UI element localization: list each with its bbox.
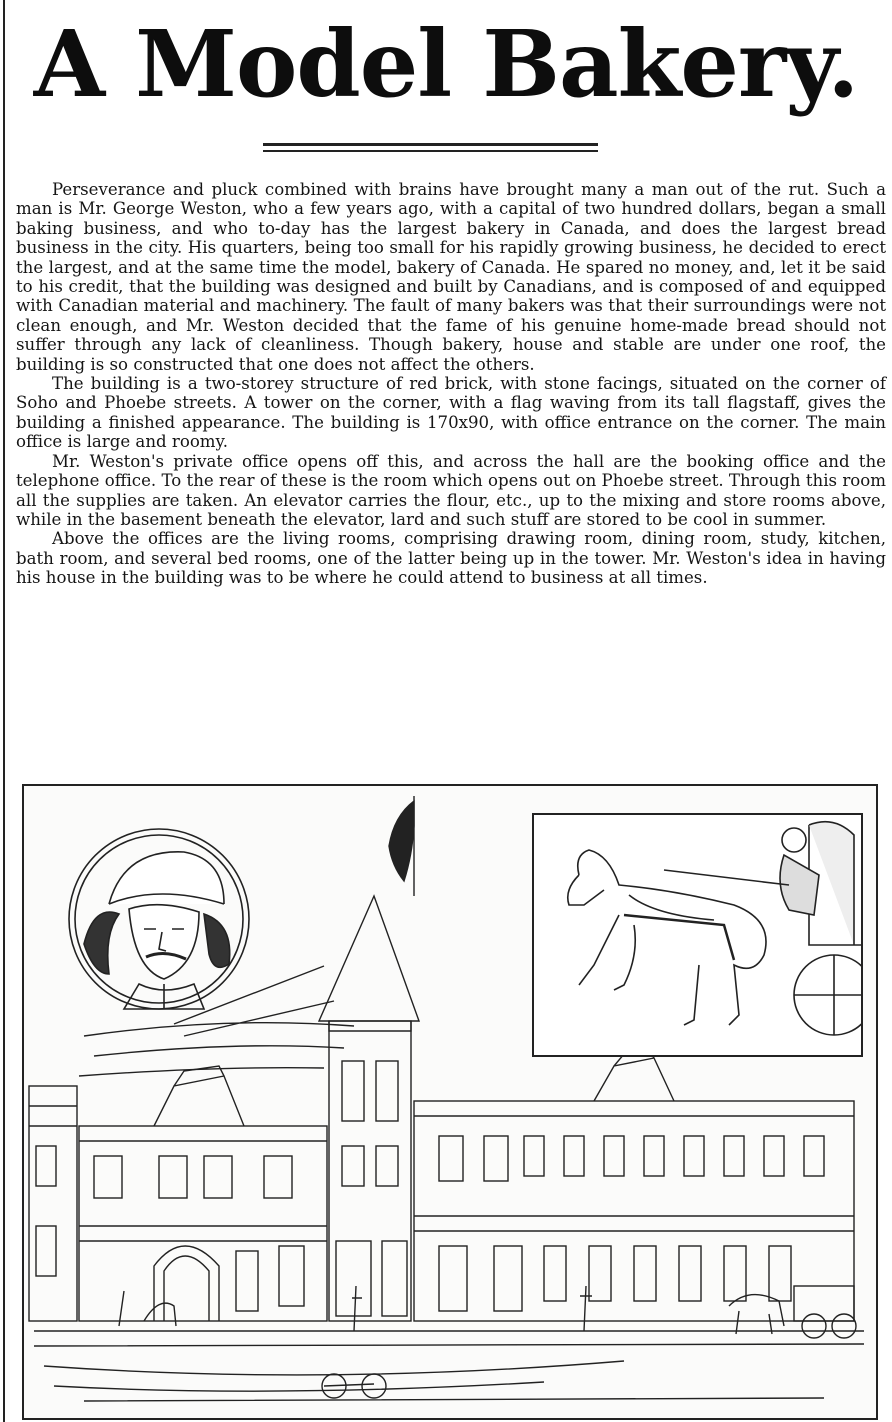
horse-drawing — [534, 815, 861, 1055]
headline-divider — [263, 143, 598, 155]
column-rule — [3, 0, 5, 1422]
horse-and-cart-inset — [532, 813, 863, 1057]
portrait-drawing — [64, 824, 254, 1014]
article-body — [16, 180, 886, 588]
headline: A Model Bakery. — [33, 10, 859, 118]
article-paragraph: The building is a two-storey structure of red brick, with stone facings, situated on the corner of Soho and Phoebe streets. A tower on the corner, with a flag waving from its tall flagstaff, gives the building a finished appearance. The building is 170x90, with office entrance on the corner. The main office is large and roomy. — [16, 374, 886, 452]
article-paragraph: Mr. Weston's private office opens off this, and across the hall are the booking office and the telephone office. To the rear of these is the room which opens out on Phoebe street. Through this room all the supplies are taken. An elevator carries the flour, etc., up to the mixing and store rooms above, while in the basement beneath the elevator, lard and such stuff are stored to be cool in summer. — [16, 451, 886, 529]
portrait-medallion — [64, 824, 254, 1014]
article-paragraph: Above the offices are the living rooms, comprising drawing room, dining room, study, kitchen, bath room, and several bed rooms, one of the latter being up in the tower. Mr. Weston's idea in having his house in the building was to be where he could attend to business at all times. — [16, 529, 886, 588]
article-paragraph: Perseverance and pluck combined with brains have brought many a man out of the rut. Such a man is Mr. George Weston, who a few years ago, with a capital of two hundred dollars, began a small baking business, and who to-day has the largest bakery in Canada, and does the largest bread business in the city. His quarters, being too small for his rapidly growing business, he decided to erect the largest, and at the same time the model, bakery of Canada. He spared no money, and, let it be said to his credit, that the building was designed and built by Canadians, and is composed of and equipped with Canadian material and machinery. The fault of many bakers was that their surroundings were not clean enough, and Mr. Weston decided that the fame of his genuine home-made bread should not suffer through any lack of cleanliness. Though bakery, house and stable are under one roof, the building is so constructed that one does not affect the others. — [16, 180, 886, 374]
bakery-illustration — [22, 784, 878, 1420]
